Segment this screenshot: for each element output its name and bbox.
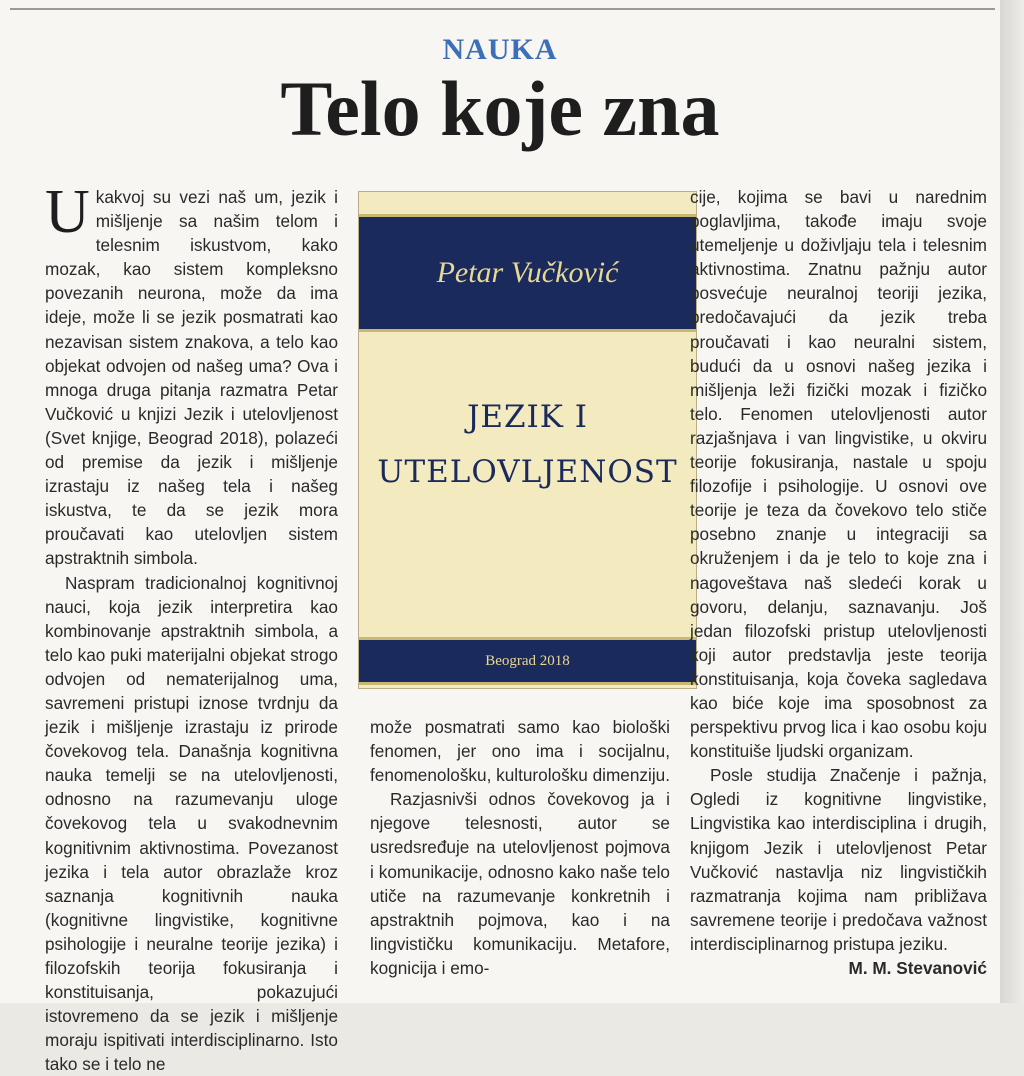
article-paragraph: Posle studija Značenje i pažnja, Ogledi iz kognitivne lingvistike, Lingvistika kao interdisciplina i drugih, knjigom Jezik i utelovljenost Petar Vučković nastavlja niz lingvističkih razmatranja kojima nam približava savremene teorije i predočava važnost interdisciplinarnog pristupa jeziku. (690, 763, 987, 956)
book-place-year: Beograd 2018 (485, 653, 570, 670)
article-paragraph: može posmatrati samo kao biološki fenomen, jer ono ima i socijalnu, fenomenološku, kulturološku dimenziju. (370, 715, 670, 787)
section-label: NAUKA (0, 33, 1000, 67)
book-cover-image (358, 191, 697, 689)
book-author: Petar Vučković (437, 256, 619, 290)
article-paragraph (45, 185, 338, 571)
article-column-1 (45, 185, 338, 1076)
article-column-3 (690, 185, 987, 980)
adjacent-page-edge (1000, 0, 1024, 1003)
article-column-2 (370, 715, 670, 980)
article-paragraph: Razjasnivši odnos čovekovog ja i njegove telesnosti, autor se usredsređuje na utelovljenost pojmova i komunikacije, odnosno kako naše telo utiče na razumevanje konkretnih i apstraktnih pojmova, kao i na lingvističku komunikaciju. Metafore, kognicija i emo- (370, 787, 670, 980)
book-title-line: UTELOVLJENOST (359, 445, 696, 500)
cover-bottom-band (359, 637, 696, 685)
article-paragraph: Naspram tradicionalnoj kognitivnoj nauci, koja jezik interpretira kao kombinovanje apstraktnih simbola, a telo kao puki materijalni objekat strogo odvojen od nematerijalnog uma, savremeni pristupi iznose tvrdnju da jezik i mišljenje izrastaju iz prirode čovekovog tela. Današnja kognitivna nauka temelji se na utelovljenosti, odnosno na razumevanju uloge čovekovog tela u svakodnevnim kognitivnim aktivnostima. Povezanost jezika i tela autor obrazlaže kroz saznanja kognitivnih nauka (kognitivne lingvistike, kognitivne psihologije i neuralne teorije jezika) i filozofskih teorija fokusiranja i konstituisanja, pokazujući istovremeno da se jezik i mišljenje moraju ispitivati interdisciplinarno. Isto tako se i telo ne (45, 571, 338, 1076)
drop-cap: U (45, 187, 90, 237)
article-paragraph: cije, kojima se bavi u narednim poglavljima, takođe imaju svoje utemeljenje u doživljaju tela i telesnim aktivnostima. Znatnu pažnju autor posvećuje neuralnoj teoriji jezika, predočavajući da jezik treba proučavati i kao neuralni sistem, budući da u osnovi našeg jezika i mišljenja leži fizički mozak i fizičko telo. Fenomen utelovljenosti autor razjašnjava i van lingvistike, u okviru teorije fokusiranja, nastale u spoju filozofije i psihologije. U osnovi ove teorije je teza da čovekovo telo stiče posebno znanje u integraciji sa okruženjem i da je telo to koje zna i nagoveštava naš sledeći korak u govoru, delanju, saznavanju. Još jedan filozofski pristup utelovljenosti koji autor predstavlja jeste teorija konstituisanja, koja čoveka sagledava kao biće koje ima sposobnost za perspektivu prvog lica i kao osobu koju konstituiše ljudski organizam. (690, 185, 987, 763)
book-title-line: JEZIK I (359, 390, 696, 445)
byline: M. M. Stevanović (690, 956, 987, 980)
book-title (359, 390, 696, 500)
top-rule (10, 8, 995, 10)
paragraph-text: kakvoj su vezi naš um, jezik i mišljenje sa našim telom i telesnim iskustvom, kako mozak, kao sistem kompleksno povezanih neurona, može da ima ideje, može li se jezik posmatrati kao nezavisan sistem znakova, a telo kao objekat odvojen od našeg uma? Ova i mnoga druga pitanja razmatra Petar Vučković u knjizi Jezik i utelovljenost (Svet knjige, Beograd 2018), polazeći od premise da jezik i mišljenje izrastaju iz našeg tela i našeg iskustva, te da se jezik mora proučavati kao utelovljen sistem apstraktnih simbola. (45, 187, 338, 568)
cover-top-band (359, 214, 696, 332)
headline: Telo koje zna (0, 70, 1000, 148)
